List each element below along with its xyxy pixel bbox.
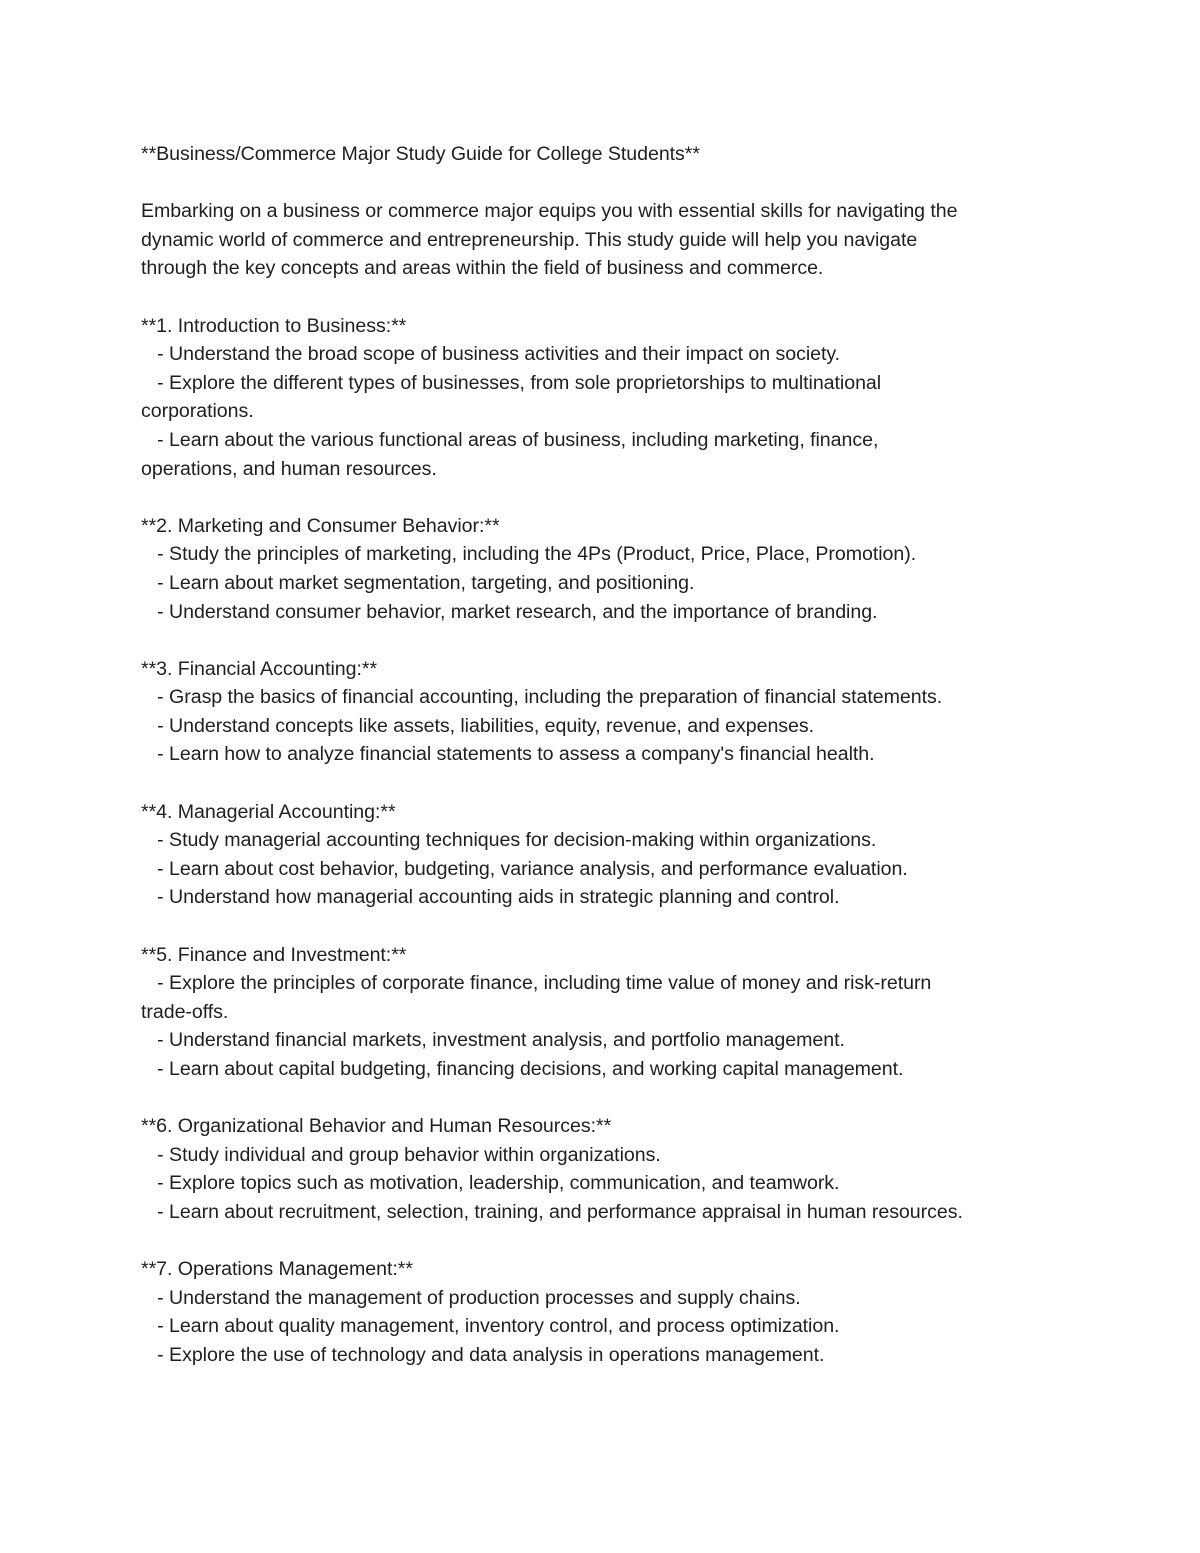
section-line: - Understand the broad scope of business activities and their impact on society. bbox=[141, 343, 841, 366]
section-financial-accounting bbox=[141, 655, 1071, 769]
section-line: - Understand the management of production processes and supply chains. bbox=[141, 1286, 801, 1309]
section-managerial-accounting bbox=[141, 798, 1071, 912]
spacer bbox=[141, 912, 1071, 941]
section-line: - Explore the use of technology and data analysis in operations management. bbox=[141, 1343, 825, 1366]
intro-line: Embarking on a business or commerce major equips you with essential skills for navigating the bbox=[141, 200, 958, 223]
section-line: - Grasp the basics of financial accounting, including the preparation of financial statements. bbox=[141, 686, 943, 709]
section-heading: **1. Introduction to Business:** bbox=[141, 314, 407, 337]
spacer bbox=[141, 169, 1071, 198]
intro-line: through the key concepts and areas within the field of business and commerce. bbox=[141, 257, 824, 280]
spacer bbox=[141, 483, 1071, 512]
spacer bbox=[141, 1227, 1071, 1256]
spacer bbox=[141, 626, 1071, 655]
intro-paragraph bbox=[141, 197, 1071, 283]
spacer bbox=[141, 283, 1071, 312]
section-introduction-to-business bbox=[141, 312, 1071, 484]
section-line: - Understand concepts like assets, liabilities, equity, revenue, and expenses. bbox=[141, 714, 815, 737]
spacer bbox=[141, 769, 1071, 798]
section-line: - Explore the principles of corporate finance, including time value of money and risk-return bbox=[141, 972, 932, 995]
section-line: - Learn how to analyze financial statements to assess a company's financial health. bbox=[141, 743, 875, 766]
document-title: **Business/Commerce Major Study Guide for College Students** bbox=[141, 143, 700, 165]
section-line: - Understand consumer behavior, market research, and the importance of branding. bbox=[141, 600, 878, 623]
section-line: corporations. bbox=[141, 400, 254, 423]
section-line: - Learn about quality management, inventory control, and process optimization. bbox=[141, 1315, 840, 1338]
section-operations-management bbox=[141, 1255, 1071, 1369]
section-line: - Explore topics such as motivation, leadership, communication, and teamwork. bbox=[141, 1172, 840, 1195]
intro-line: dynamic world of commerce and entrepreneurship. This study guide will help you navigate bbox=[141, 228, 918, 251]
section-heading: **6. Organizational Behavior and Human Resources:** bbox=[141, 1115, 612, 1138]
section-organizational-behavior bbox=[141, 1112, 1071, 1226]
section-marketing bbox=[141, 512, 1071, 626]
section-heading: **7. Operations Management:** bbox=[141, 1258, 413, 1281]
section-line: - Learn about the various functional areas of business, including marketing, finance, bbox=[141, 428, 879, 451]
section-heading: **5. Finance and Investment:** bbox=[141, 943, 407, 966]
section-line: - Learn about market segmentation, targeting, and positioning. bbox=[141, 571, 695, 594]
spacer bbox=[141, 1084, 1071, 1113]
section-line: trade-offs. bbox=[141, 1000, 229, 1023]
document-body bbox=[141, 140, 1071, 1370]
section-line: - Understand financial markets, investment analysis, and portfolio management. bbox=[141, 1029, 845, 1052]
section-line: - Explore the different types of businesses, from sole proprietorships to multinational bbox=[141, 371, 882, 394]
section-line: operations, and human resources. bbox=[141, 457, 437, 480]
section-line: - Learn about capital budgeting, financing decisions, and working capital management. bbox=[141, 1058, 904, 1080]
section-line: - Understand how managerial accounting aids in strategic planning and control. bbox=[141, 886, 840, 909]
section-line: - Learn about recruitment, selection, training, and performance appraisal in human resources. bbox=[141, 1200, 963, 1223]
section-finance-and-investment bbox=[141, 941, 1071, 1084]
section-heading: **4. Managerial Accounting:** bbox=[141, 800, 396, 823]
section-line: - Study individual and group behavior within organizations. bbox=[141, 1143, 661, 1166]
section-line: - Study the principles of marketing, including the 4Ps (Product, Price, Place, Promotion). bbox=[141, 543, 917, 566]
section-heading: **2. Marketing and Consumer Behavior:** bbox=[141, 514, 500, 537]
section-line: - Study managerial accounting techniques for decision-making within organizations. bbox=[141, 829, 877, 852]
section-heading: **3. Financial Accounting:** bbox=[141, 657, 378, 680]
section-line: - Learn about cost behavior, budgeting, variance analysis, and performance evaluation. bbox=[141, 857, 908, 880]
